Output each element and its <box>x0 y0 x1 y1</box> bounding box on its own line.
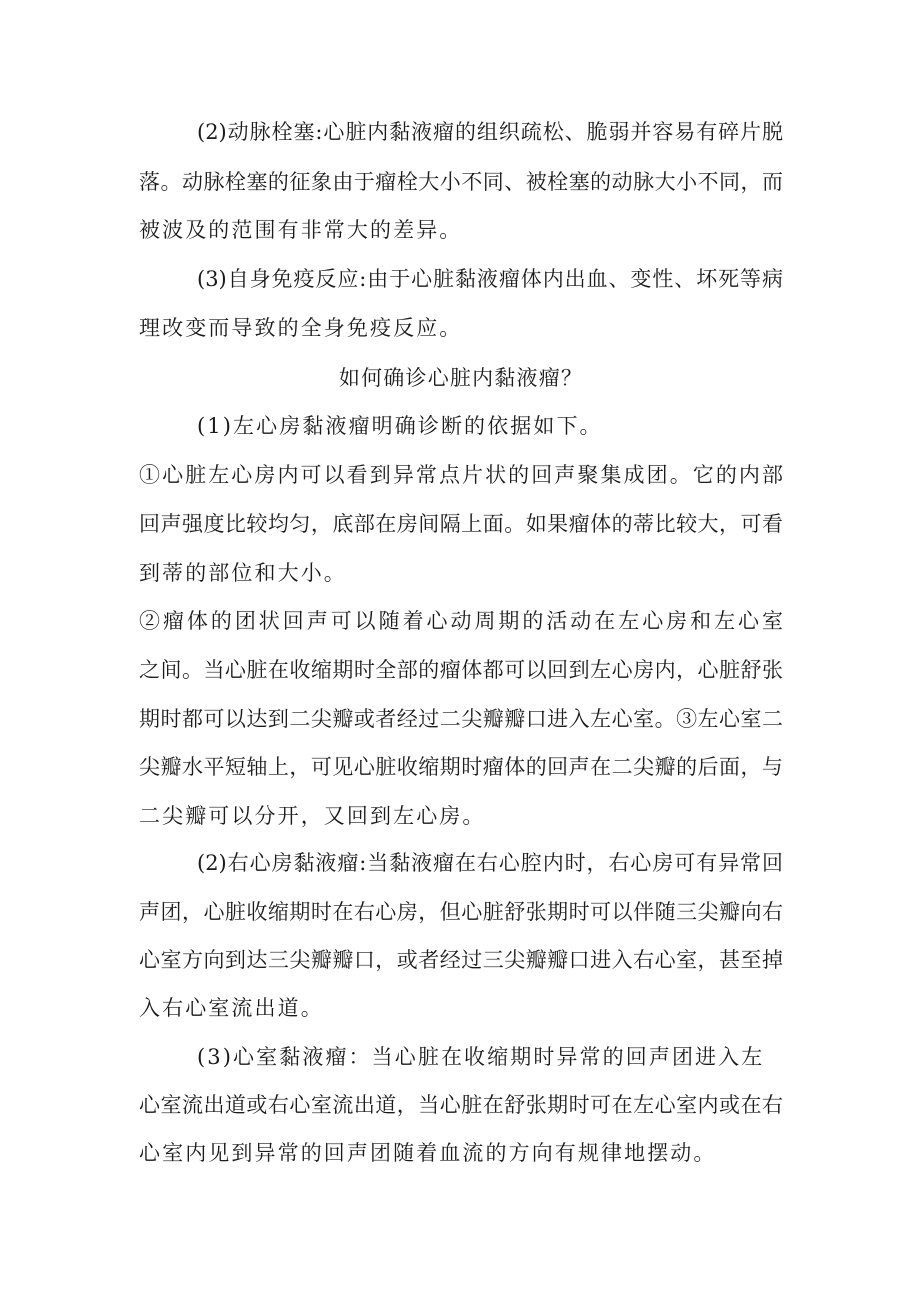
finding-2-line-5: 二尖瓣可以分开，又回到左心房。 <box>139 804 486 828</box>
arterial-embolism-line-3: 被波及的范围有非常大的差异。 <box>139 218 463 242</box>
finding-2-line-2: 之间。当心脏在收缩期时全部的瘤体都可以回到左心房内，心脏舒张 <box>139 658 783 682</box>
finding-2-line-4: 尖瓣水平短轴上，可见心脏收缩期时瘤体的回声在二尖瓣的后面，与 <box>139 755 783 779</box>
finding-2-line-3: 期时都可以达到二尖瓣或者经过二尖瓣瓣口进入左心室。③左心室二 <box>139 707 783 731</box>
ventricle-line-2: 心室流出道或右心室流出道，当心脏在舒张期时可在左心室内或在右 <box>139 1093 783 1117</box>
autoimmune-line-2: 理改变而导致的全身免疫反应。 <box>139 316 463 340</box>
finding-2-line-1: ②瘤体的团状回声可以随着心动周期的活动在左心房和左心室 <box>139 609 783 633</box>
ventricle-line-1: (3)心室黏液瘤：当心脏在收缩期时异常的回声团进入左 <box>197 1045 765 1069</box>
right-atrium-line-3: 心室方向到达三尖瓣瓣口，或者经过三尖瓣瓣口进入右心室，甚至掉 <box>139 948 783 972</box>
finding-1-line-1: ①心脏左心房内可以看到异常点片状的回声聚集成团。它的内部 <box>139 463 783 487</box>
autoimmune-line-1: (3)自身免疫反应:由于心脏黏液瘤体内出血、变性、坏死等病 <box>197 267 783 291</box>
right-atrium-line-2: 声团，心脏收缩期时在右心房，但心脏舒张期时可以伴随三尖瓣向右 <box>139 900 783 924</box>
arterial-embolism-line-2: 落。动脉栓塞的征象由于瘤栓大小不同、被栓塞的动脉大小不同，而 <box>139 170 783 194</box>
left-atrium-intro: (1)左心房黏液瘤明确诊断的依据如下。 <box>197 414 603 438</box>
section-heading: 如何确诊心脏内黏液瘤？ <box>338 366 584 390</box>
finding-1-line-3: 到蒂的部位和大小。 <box>139 561 347 585</box>
right-atrium-line-4: 入右心室流出道。 <box>139 996 324 1020</box>
right-atrium-line-1: (2)右心房黏液瘤:当黏液瘤在右心腔内时，右心房可有异常回 <box>197 851 783 875</box>
arterial-embolism-line-1: (2)动脉栓塞:心脏内黏液瘤的组织疏松、脆弱并容易有碎片脱 <box>197 120 783 144</box>
ventricle-line-3: 心室内见到异常的回声团随着血流的方向有规律地摆动。 <box>139 1141 717 1165</box>
finding-1-line-2: 回声强度比较均匀，底部在房间隔上面。如果瘤体的蒂比较大，可看 <box>139 512 783 536</box>
